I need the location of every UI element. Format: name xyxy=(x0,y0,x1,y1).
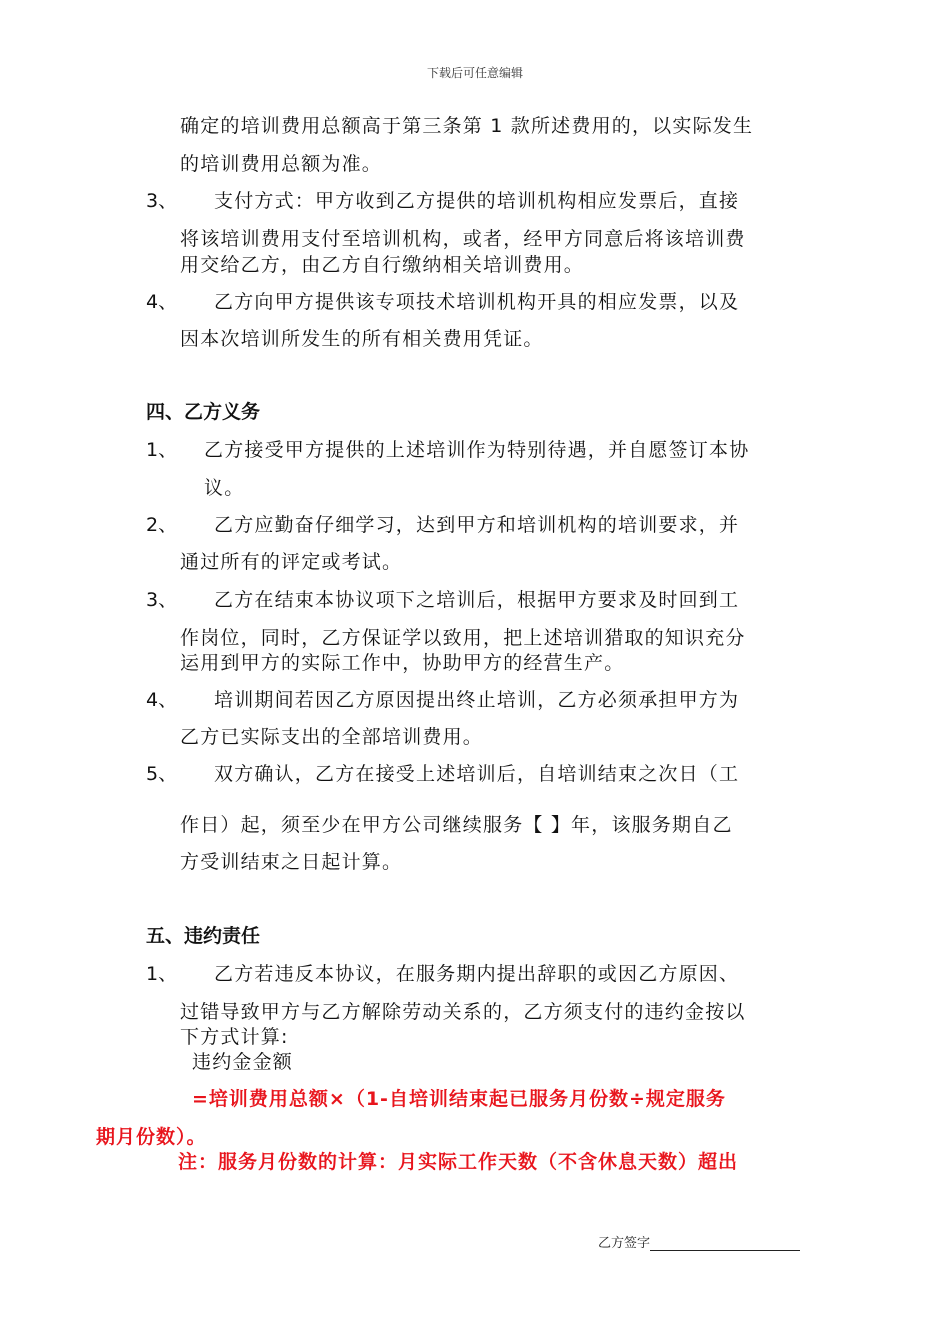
clause-text: 用交给乙方，由乙方自行缴纳相关培训费用。 xyxy=(180,254,585,276)
signature-label: 乙方签字 xyxy=(598,1236,651,1251)
penalty-formula: =培训费用总额×（1-自培训结束起已服务月份数÷规定服务 xyxy=(192,1088,726,1110)
clause-text: 作岗位，同时，乙方保证学以致用，把上述培训猎取的知识充分 xyxy=(180,627,746,649)
item-number: 1、 xyxy=(146,439,178,461)
clause-text: 双方确认，乙方在接受上述培训后，自培训结束之次日（工 xyxy=(214,763,740,785)
clause-text: 乙方已实际支出的全部培训费用。 xyxy=(180,726,484,748)
clause-text: 乙方向甲方提供该专项技术培训机构开具的相应发票，以及 xyxy=(214,291,740,313)
clause-text: 培训期间若因乙方原因提出终止培训，乙方必须承担甲方为 xyxy=(214,689,740,711)
clause-text: 支付方式：甲方收到乙方提供的培训机构相应发票后，直接 xyxy=(214,190,740,212)
clause-text: 乙方在结束本协议项下之培训后，根据甲方要求及时回到工 xyxy=(214,589,740,611)
item-number: 4、 xyxy=(146,689,178,711)
item-number: 3、 xyxy=(146,190,178,212)
clause-text: 违约金金额 xyxy=(192,1051,294,1073)
clause-text: 的培训费用总额为准。 xyxy=(180,153,383,175)
clause-text: 通过所有的评定或考试。 xyxy=(180,551,403,573)
clause-text: 乙方若违反本协议，在服务期内提出辞职的或因乙方原因、 xyxy=(214,963,740,985)
formula-note: 注：服务月份数的计算：月实际工作天数（不含休息天数）超出 xyxy=(178,1151,739,1173)
clause-text: 运用到甲方的实际工作中，协助甲方的经营生产。 xyxy=(180,652,625,674)
clause-text: 乙方接受甲方提供的上述培训作为特别待遇，并自愿签订本协 xyxy=(204,439,750,461)
signature-line xyxy=(650,1238,800,1251)
clause-text: 作日）起，须至少在甲方公司继续服务【 】年，该服务期自乙 xyxy=(180,814,733,836)
clause-text: 将该培训费用支付至培训机构，或者，经甲方同意后将该培训费 xyxy=(180,228,746,250)
clause-text: 过错导致甲方与乙方解除劳动关系的，乙方须支付的违约金按以 xyxy=(180,1001,746,1023)
clause-text: 确定的培训费用总额高于第三条第 1 款所述费用的，以实际发生 xyxy=(180,115,754,137)
item-number: 5、 xyxy=(146,763,178,785)
clause-text: 方受训结束之日起计算。 xyxy=(180,851,403,873)
signature-field xyxy=(598,1232,800,1251)
item-number: 4、 xyxy=(146,291,178,313)
section-heading: 五、违约责任 xyxy=(146,925,261,947)
item-number: 1、 xyxy=(146,963,178,985)
item-number: 3、 xyxy=(146,589,178,611)
page-header: 下载后可任意编辑 xyxy=(426,66,523,80)
penalty-formula: 期月份数）。 xyxy=(96,1126,207,1148)
clause-text: 乙方应勤奋仔细学习，达到甲方和培训机构的培训要求，并 xyxy=(214,514,740,536)
clause-text: 因本次培训所发生的所有相关费用凭证。 xyxy=(180,328,544,350)
clause-text: 议。 xyxy=(204,477,245,499)
clause-text: 下方式计算: xyxy=(180,1026,289,1048)
item-number: 2、 xyxy=(146,514,178,536)
section-heading: 四、乙方义务 xyxy=(146,401,261,423)
